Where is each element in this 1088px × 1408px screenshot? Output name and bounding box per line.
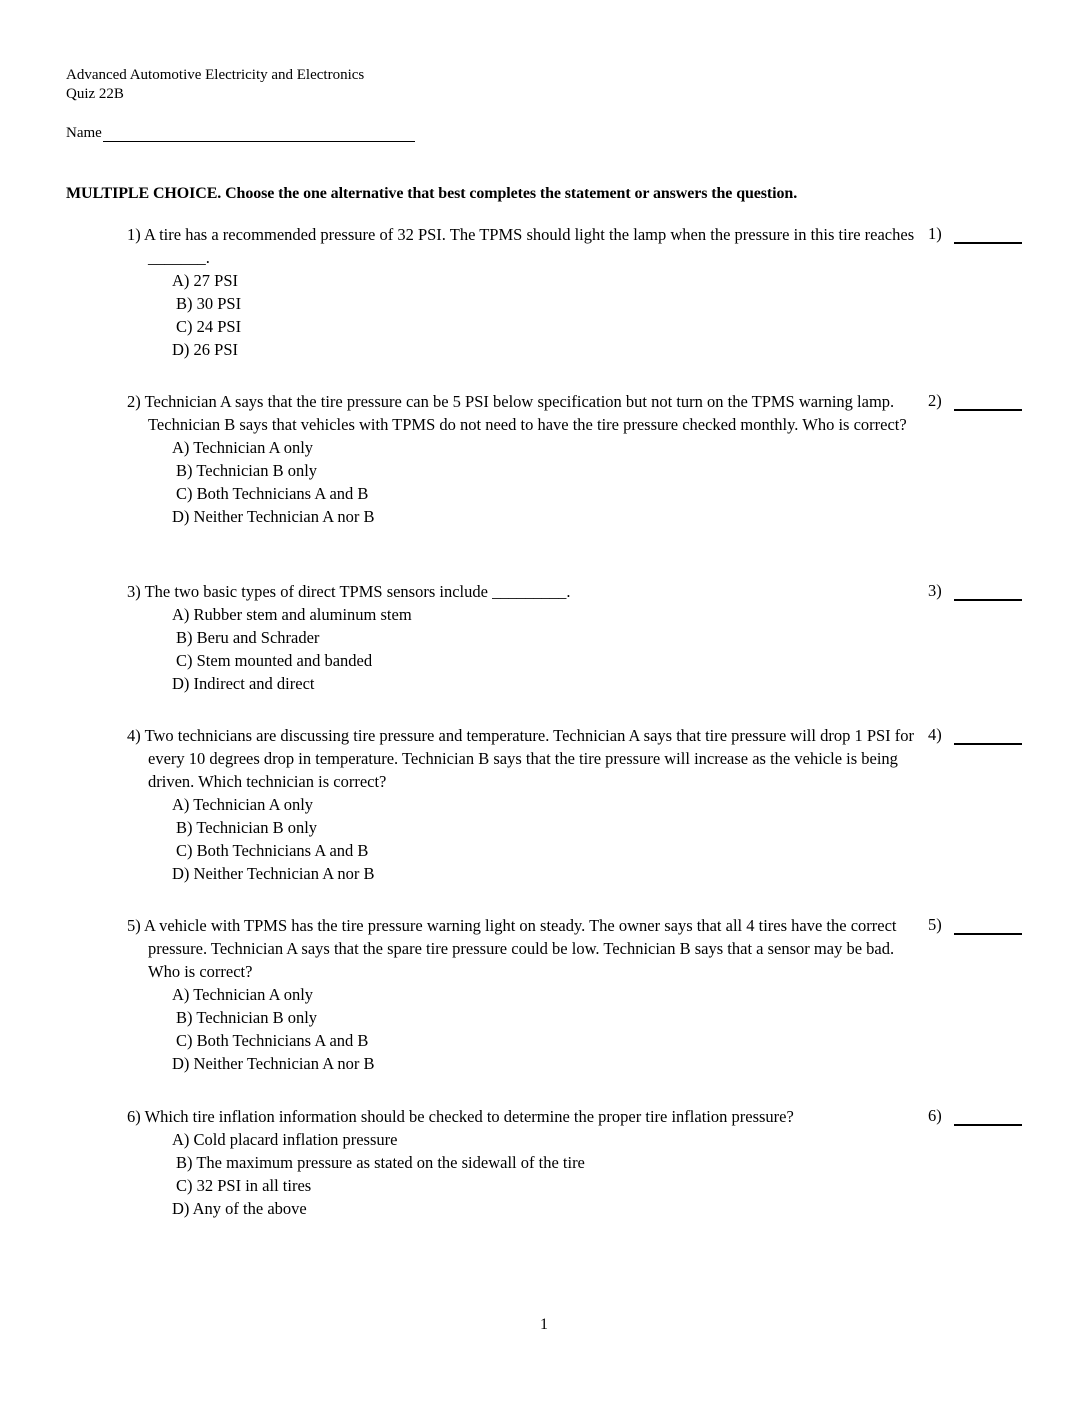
answer-line[interactable]: [954, 1110, 1022, 1126]
quiz-title: Quiz 22B: [66, 86, 124, 102]
answer-blank-1: [928, 224, 1022, 244]
option-b[interactable]: B) Technician B only: [176, 818, 318, 837]
instructions: MULTIPLE CHOICE. Choose the one alternative that best completes the statement or answers the question.: [66, 185, 798, 202]
question-text: 3) The two basic types of direct TPMS sensors include _________.: [127, 582, 571, 601]
answer-line[interactable]: [954, 228, 1022, 244]
question-5: [127, 914, 917, 1075]
option-a[interactable]: A) Technician A only: [172, 795, 314, 814]
answer-label: 4): [928, 725, 942, 744]
answer-line[interactable]: [954, 729, 1022, 745]
question-text: 6) Which tire inflation information should be checked to determine the proper tire inflation pressure?: [127, 1107, 794, 1126]
answer-blank-5: [928, 915, 1022, 935]
option-b[interactable]: B) Technician B only: [176, 461, 318, 480]
option-d[interactable]: D) Neither Technician A nor B: [172, 507, 375, 526]
name-row: [66, 125, 415, 142]
question-text: 5) A vehicle with TPMS has the tire pressure warning light on steady. The owner says that all 4 tires have the correct pressure. Technician A says that the spare tire pressure could be low. Technician B says that a sensor may be bad. Who is correct?: [127, 916, 897, 981]
option-d[interactable]: D) 26 PSI: [172, 340, 239, 359]
option-c[interactable]: C) 24 PSI: [176, 317, 242, 336]
option-b[interactable]: B) Beru and Schrader: [176, 628, 320, 647]
answer-blank-6: [928, 1106, 1022, 1126]
option-c[interactable]: C) Both Technicians A and B: [176, 1031, 369, 1050]
option-d[interactable]: D) Any of the above: [172, 1199, 307, 1218]
answer-line[interactable]: [954, 919, 1022, 935]
option-d[interactable]: D) Neither Technician A nor B: [172, 864, 375, 883]
page-number: 1: [540, 1316, 548, 1333]
option-b[interactable]: B) Technician B only: [176, 1008, 318, 1027]
course-title: Advanced Automotive Electricity and Electronics: [66, 67, 365, 83]
option-b[interactable]: B) 30 PSI: [176, 294, 242, 313]
answer-blank-3: [928, 581, 1022, 601]
option-b[interactable]: B) The maximum pressure as stated on the sidewall of the tire: [176, 1153, 585, 1172]
question-text: 1) A tire has a recommended pressure of 32 PSI. The TPMS should light the lamp when the pressure in this tire reaches _______.: [127, 225, 915, 267]
option-a[interactable]: A) Technician A only: [172, 985, 314, 1004]
option-d[interactable]: D) Indirect and direct: [172, 674, 315, 693]
document-header: [66, 66, 364, 104]
answer-label: 3): [928, 581, 942, 600]
option-c[interactable]: C) 32 PSI in all tires: [176, 1176, 312, 1195]
answer-line[interactable]: [954, 395, 1022, 411]
option-a[interactable]: A) Technician A only: [172, 438, 314, 457]
answer-blank-2: [928, 391, 1022, 411]
answer-label: 2): [928, 391, 942, 410]
name-field[interactable]: [103, 125, 415, 142]
answer-line[interactable]: [954, 585, 1022, 601]
option-a[interactable]: A) Cold placard inflation pressure: [172, 1130, 398, 1149]
question-4: [127, 724, 917, 885]
option-c[interactable]: C) Both Technicians A and B: [176, 841, 369, 860]
answer-label: 1): [928, 224, 942, 243]
name-label: Name: [66, 125, 102, 141]
option-d[interactable]: D) Neither Technician A nor B: [172, 1054, 375, 1073]
answer-label: 5): [928, 915, 942, 934]
answer-label: 6): [928, 1106, 942, 1125]
question-2: [127, 390, 917, 528]
question-3: [127, 580, 917, 695]
option-c[interactable]: C) Both Technicians A and B: [176, 484, 369, 503]
option-a[interactable]: A) 27 PSI: [172, 271, 239, 290]
question-1: [127, 223, 917, 361]
option-c[interactable]: C) Stem mounted and banded: [176, 651, 373, 670]
option-a[interactable]: A) Rubber stem and aluminum stem: [172, 605, 412, 624]
answer-blank-4: [928, 725, 1022, 745]
question-6: [127, 1105, 917, 1220]
question-text: 4) Two technicians are discussing tire pressure and temperature. Technician A says that tire pressure will drop 1 PSI for every 10 degrees drop in temperature. Technician B says that the tire pressure will increase as the vehicle is being driven. Which technician is correct?: [127, 726, 915, 791]
question-text: 2) Technician A says that the tire pressure can be 5 PSI below specification but not turn on the TPMS warning lamp. Technician B says that vehicles with TPMS do not need to have the tire pressure checked monthly. Who is correct?: [127, 392, 907, 434]
